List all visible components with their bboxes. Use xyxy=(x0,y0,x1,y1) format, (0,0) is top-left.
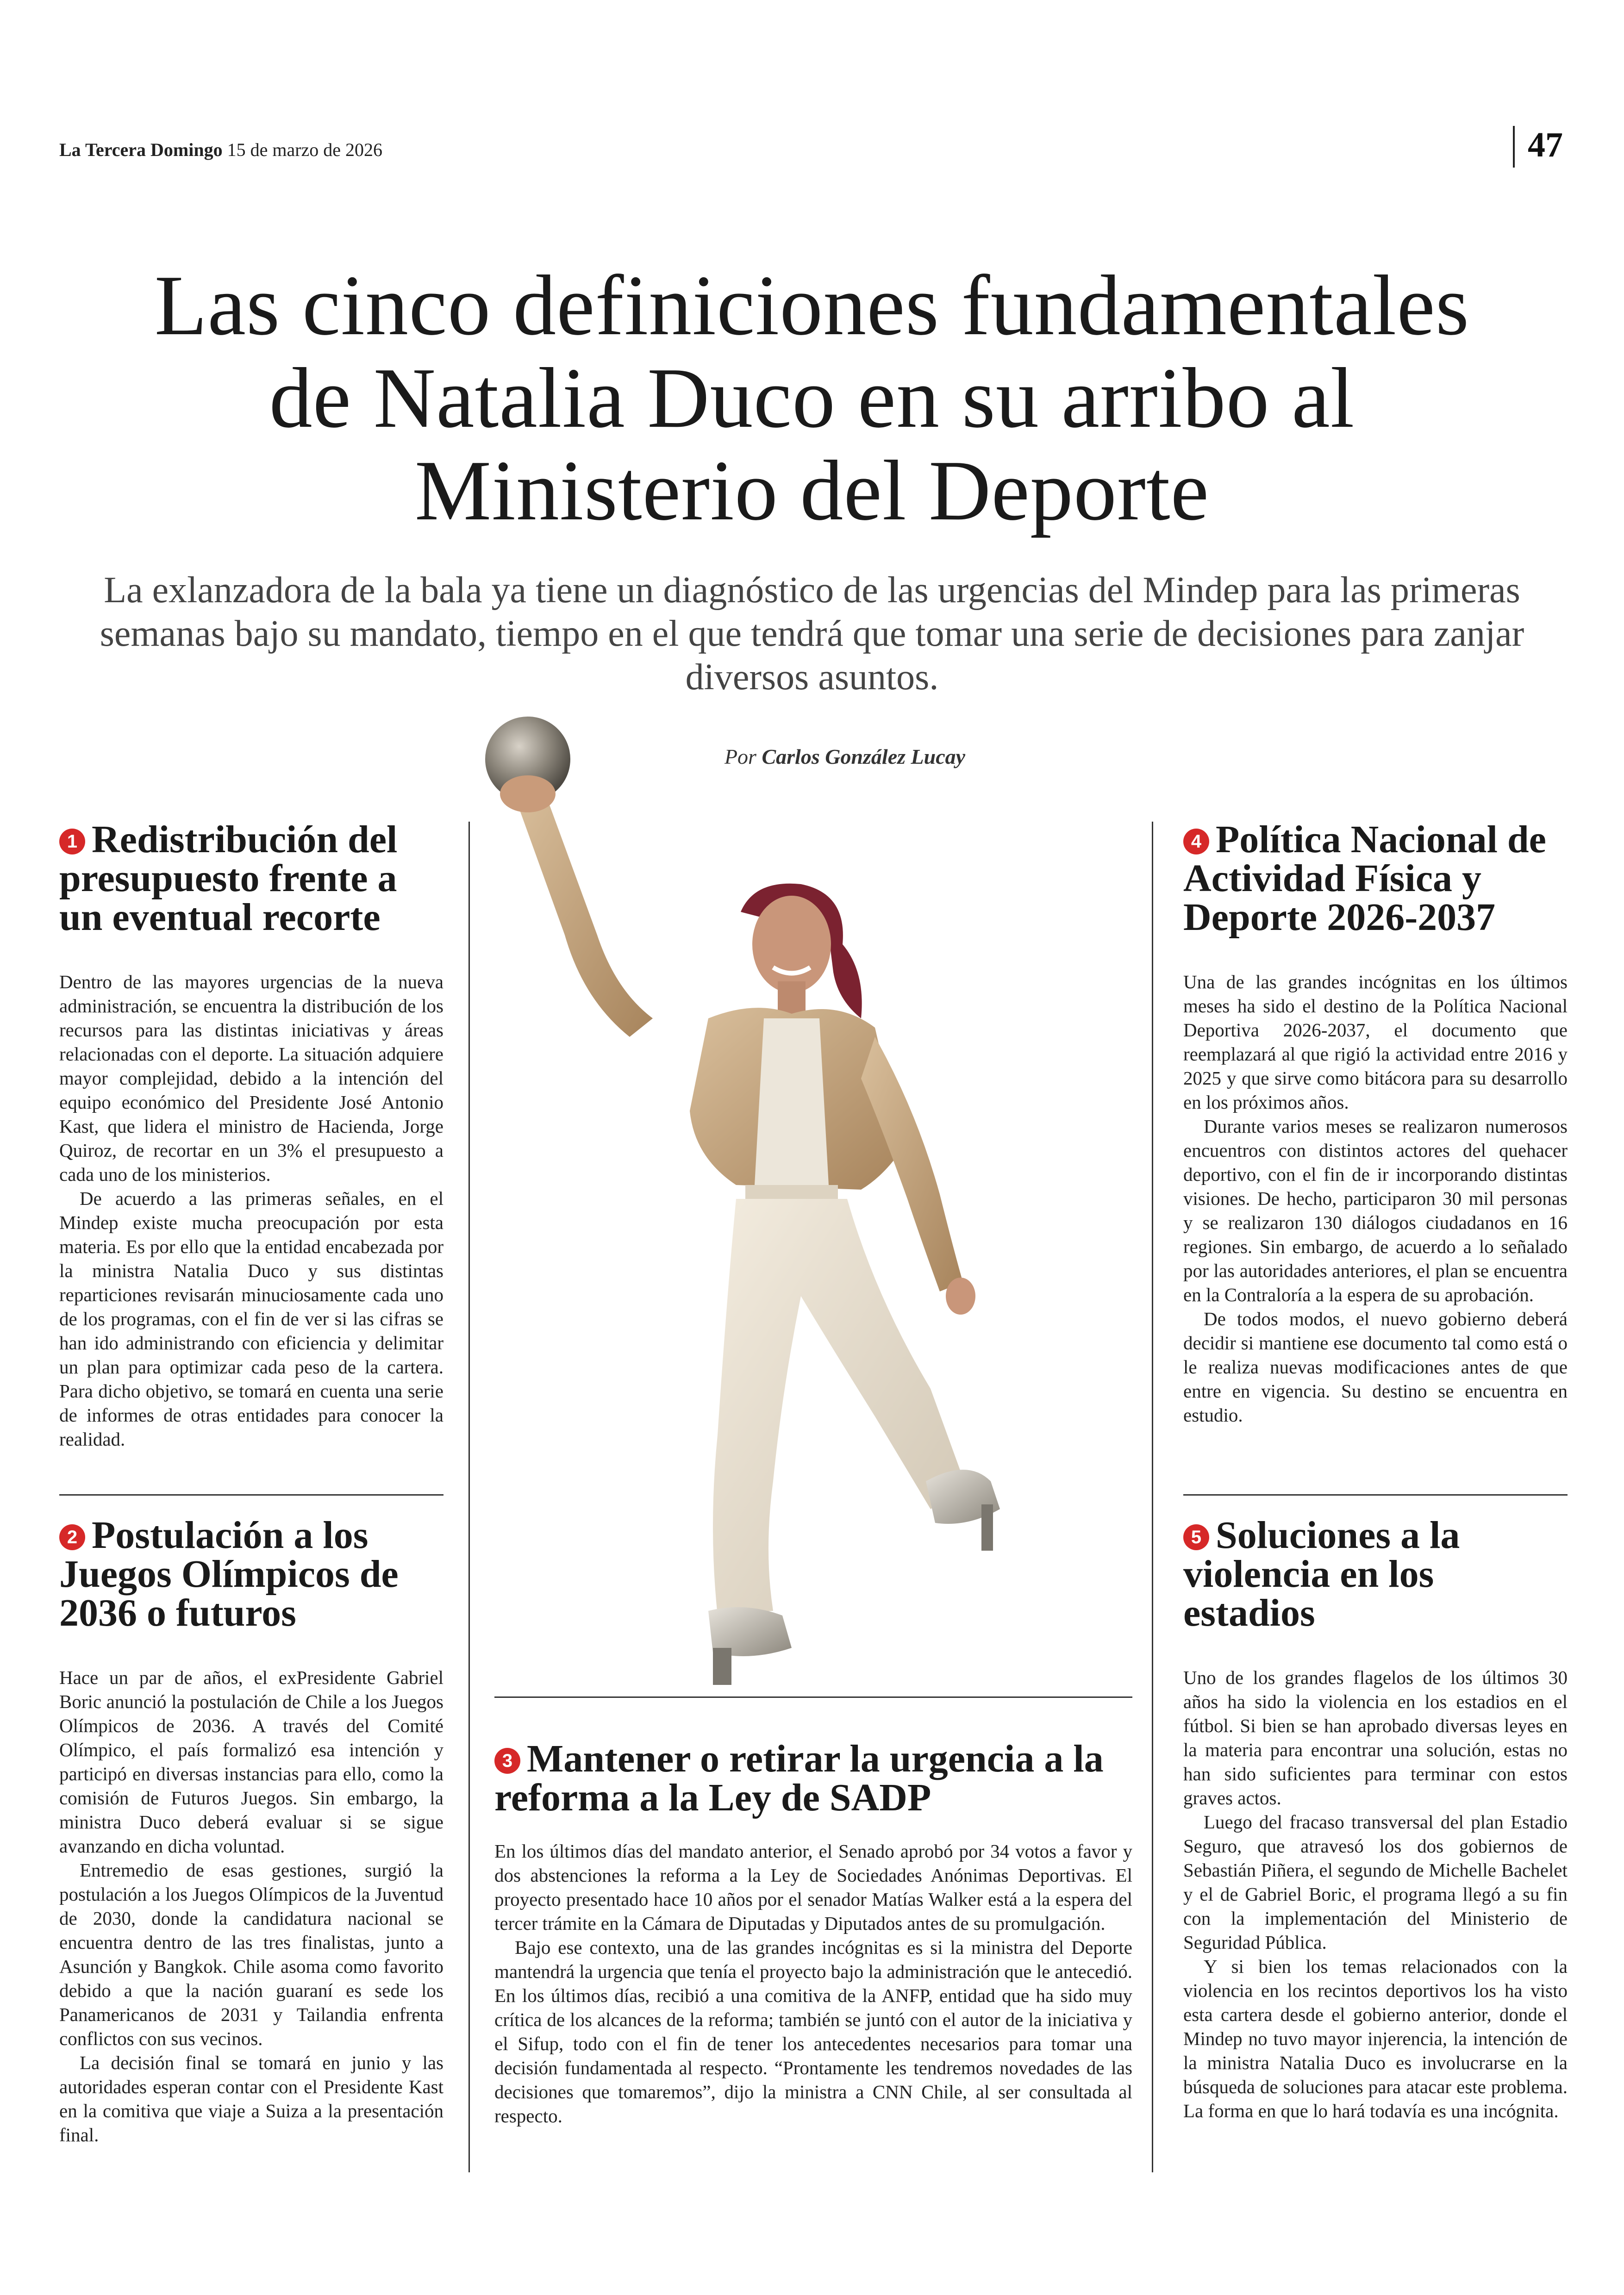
column-rule-right xyxy=(1152,822,1153,2172)
byline-author: Carlos González Lucay xyxy=(762,745,966,768)
issue-date: 15 de marzo de 2026 xyxy=(227,139,383,160)
page-number-divider xyxy=(1513,126,1515,168)
paragraph: Durante varios meses se realizaron numerosos encuentros con distintos actores del quehacer deportivo, con el fin de ir incorporando distintas visiones. De hecho, participaron 30 mil personas y se realizaron 130 diálogos ciudadanos en 16 regiones. Sin embargo, de acuerdo a lo señalado por las autoridades anteriores, el plan se encuentra en la Contraloría a la espera de su aprobación. xyxy=(1183,1116,1568,1305)
section-1-heading xyxy=(59,820,448,937)
section-4-body xyxy=(1183,970,1568,1427)
section-1-title: Redistribución del presupuesto frente a un eventual recorte xyxy=(59,818,398,939)
section-number-badge: 4 xyxy=(1183,829,1209,854)
paragraph: La decisión final se tomará en junio y las autoridades esperan contar con el Presidente Kast en la comitiva que viaje a Suiza a la presentación final. xyxy=(59,2052,443,2145)
column-rule-left xyxy=(468,822,470,2172)
section-3-heading xyxy=(494,1737,1133,1819)
section-3-title: Mantener o retirar la urgencia a la reforma a la Ley de SADP xyxy=(494,1737,1104,1819)
section-2-body xyxy=(59,1665,443,2147)
section-5-body xyxy=(1183,1665,1568,2123)
section-4-title: Política Nacional de Actividad Física y Deporte 2026-2037 xyxy=(1183,818,1546,939)
headline-line: Las cinco definiciones fundamentales xyxy=(154,258,1470,353)
headline xyxy=(69,259,1555,537)
section-number-badge: 1 xyxy=(59,829,85,854)
section-2-heading xyxy=(59,1516,448,1633)
paragraph: Entremedio de esas gestiones, surgió la postulación a los Juegos Olímpicos de la Juventud de 2030, donde la candidatura nacional se encuentra dentro de las tres finalistas, junto a Asunción y Bangkok. Chile asoma como favorito debido a que la nación guaraní es sede los Panamericanos de 2031 y Tailandia enfrenta conflictos con sus vecinos. xyxy=(59,1859,443,2049)
paragraph: Uno de los grandes flagelos de los últimos 30 años ha sido la violencia en los estadios en el fútbol. Si bien se han aprobado diversas leyes en la materia para encontrar una solución, estas no han sido suficientes para terminar con estos graves actos. xyxy=(1183,1667,1568,1809)
section-5-title: Soluciones a la violencia en los estadios xyxy=(1183,1514,1460,1634)
section-number-badge: 5 xyxy=(1183,1524,1209,1550)
headline-line: Ministerio del Deporte xyxy=(414,443,1210,538)
divider xyxy=(59,1494,443,1496)
paragraph: Hace un par de años, el exPresidente Gabriel Boric anunció la postulación de Chile a los Juegos Olímpicos de 2036. A través del Comité Olímpico, el país formalizó esa intención y participó en diversas instancias para ello, como la comisión de Futuros Juegos. Sin embargo, la ministra Duco deberá evaluar si se sigue avanzando en dicha voluntad. xyxy=(59,1667,443,1857)
section-2-title: Postulación a los Juegos Olímpicos de 2036 o futuros xyxy=(59,1514,399,1634)
paragraph: Dentro de las mayores urgencias de la nueva administración, se encuentra la distribución de los recursos para las distintas iniciativas y áreas relacionadas con el deporte. La situación adquiere mayor complejidad, debido a la intención del equipo económico del Presidente José Antonio Kast, que lidera el ministro de Hacienda, Jorge Quiroz, de recortar en un 3% el presupuesto a cada uno de los ministerios. xyxy=(59,971,443,1185)
headline-line: de Natalia Duco en su arribo al xyxy=(269,350,1355,446)
deck: La exlanzadora de la bala ya tiene un diagnóstico de las urgencias del Mindep para las primeras semanas bajo su mandato, tiempo en el que tendrá que tomar una serie de decisiones para zanjar diversos asuntos. xyxy=(100,570,1524,698)
section-3-body xyxy=(494,1839,1132,2128)
divider xyxy=(1183,1494,1568,1496)
section-4-heading xyxy=(1183,820,1572,937)
paragraph: De todos modos, el nuevo gobierno deberá decidir si mantiene ese documento tal como está o le realiza nuevas modificaciones antes de que entre en vigencia. Su destino se encuentra en estudio. xyxy=(1183,1308,1568,1426)
masthead xyxy=(59,139,382,161)
page-number: 47 xyxy=(1528,125,1563,164)
section-5-heading xyxy=(1183,1516,1572,1633)
paragraph: Bajo ese contexto, una de las grandes incógnitas es si la ministra del Deporte mantendrá la urgencia que tenía el proyecto bajo la administración que le antecedió. En los últimos días, recibió a una comitiva de la ANFP, entidad que ha sido muy crítica de los alcances de la reforma; también se juntó con el autor de la iniciativa y el Sifup, todo con el fin de tener los antecedentes necesarios para tomar una decisión fundamentada al respecto. “Prontamente les tendremos novedades de las decisiones que tomaremos”, dijo la ministra a CNN Chile, al ser consultada al respecto. xyxy=(494,1937,1132,2127)
paragraph: En los últimos días del mandato anterior, el Senado aprobó por 34 votos a favor y dos abstenciones la reforma a la Ley de Sociedades Anónimas Deportivas. El proyecto presentado hace 10 años por el senador Matías Walker está a la espera del tercer trámite en la Cámara de Diputadas y Diputados antes de su promulgación. xyxy=(494,1840,1132,1934)
byline-prefix: Por xyxy=(724,745,756,768)
divider xyxy=(494,1696,1132,1698)
section-number-badge: 2 xyxy=(59,1524,85,1550)
athlete-photo xyxy=(477,694,1139,1690)
byline xyxy=(556,744,1134,769)
paragraph: Y si bien los temas relacionados con la violencia en los recintos deportivos los ha visto esta cartera desde el gobierno anterior, donde el Mindep no tuvo mayor injerencia, la intención de la ministra Natalia Duco es involucrarse en la búsqueda de soluciones para atacar este problema. La forma en que lo hará todavía es una incógnita. xyxy=(1183,1956,1568,2121)
paragraph: Una de las grandes incógnitas en los últimos meses ha sido el destino de la Política Nacional Deportiva 2026-2037, el documento que reemplazará al que rigió la actividad entre 2016 y 2025 y que sirve como bitácora para su desarrollo en los próximos años. xyxy=(1183,971,1568,1113)
section-1-body xyxy=(59,970,443,1451)
paragraph: Luego del fracaso transversal del plan Estadio Seguro, que atravesó los dos gobiernos de Sebastián Piñera, el segundo de Michelle Bachelet y el de Gabriel Boric, el programa llegó a su fin con la implementación del Ministerio de Seguridad Pública. xyxy=(1183,1811,1568,1953)
section-number-badge: 3 xyxy=(494,1748,520,1774)
paragraph: De acuerdo a las primeras señales, en el Mindep existe mucha preocupación por esta materia. Es por ello que la entidad encabezada por la ministra Natalia Duco y sus distintas reparticiones revisarán minuciosamente cada uno de los programas, con el fin de ver si las cifras se han ido administrando con eficiencia y delimitar un plan para optimizar cada peso de la cartera. Para dicho objetivo, se tomará en cuenta una serie de informes de otras entidades para conocer la realidad. xyxy=(59,1188,443,1450)
publication-name: La Tercera Domingo xyxy=(59,139,223,160)
